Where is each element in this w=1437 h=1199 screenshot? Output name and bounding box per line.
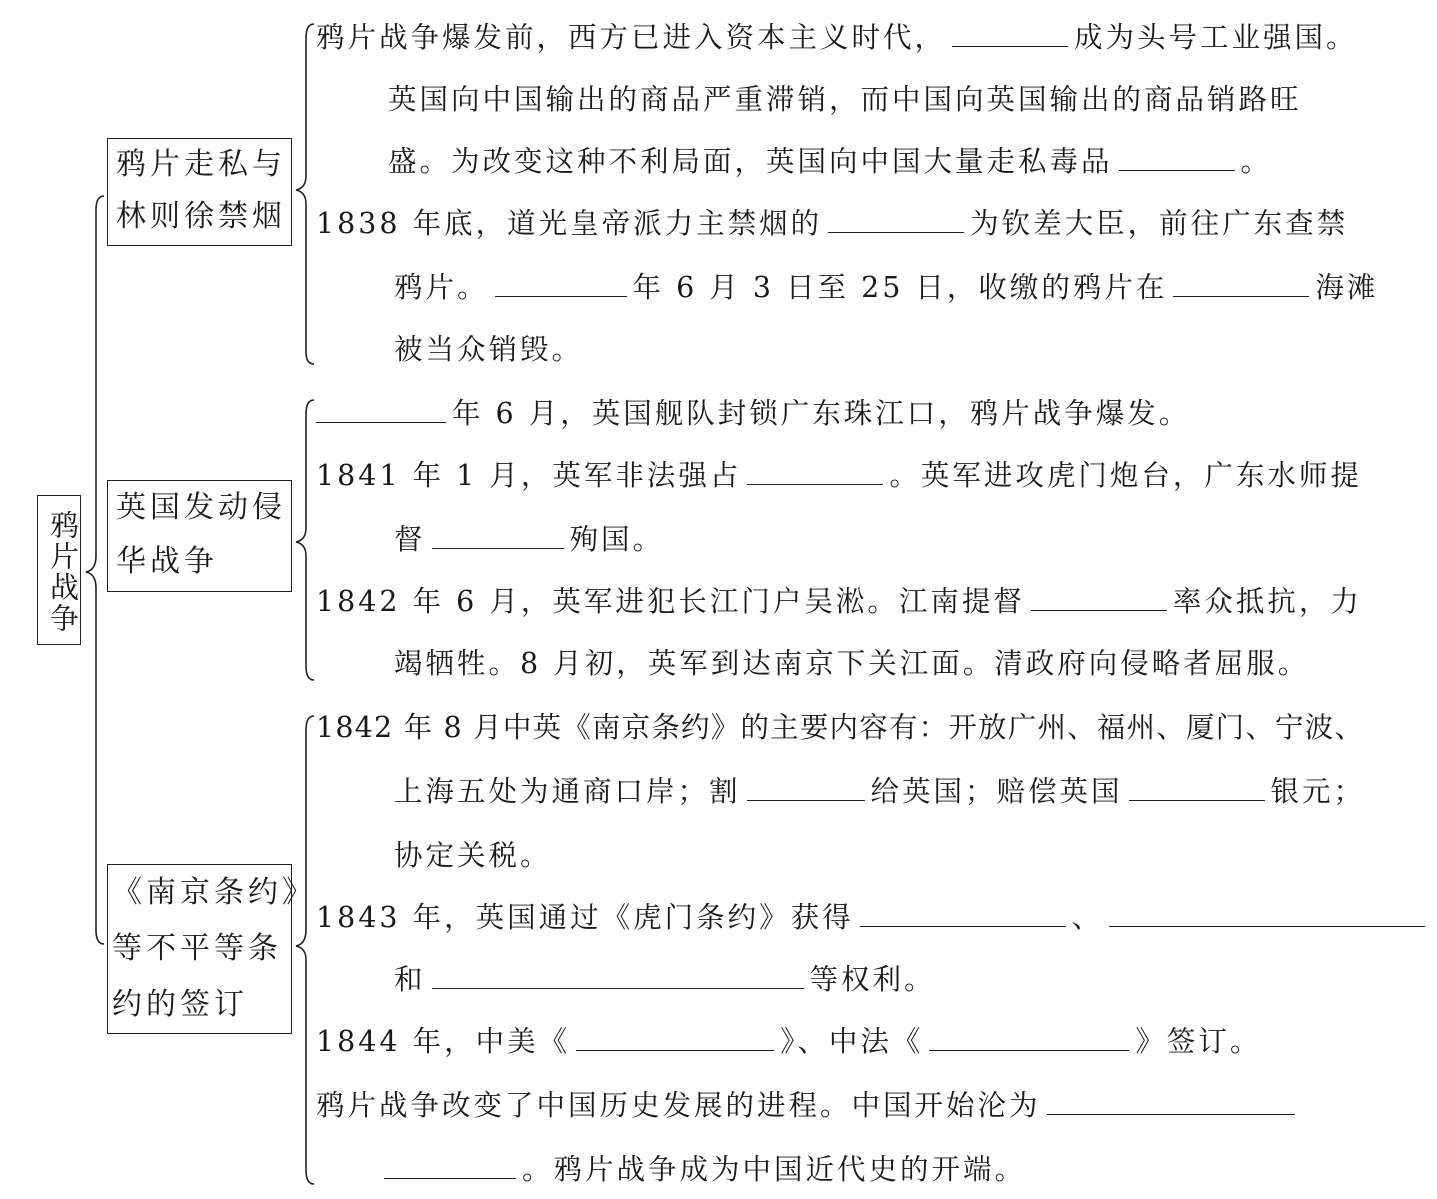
s2-line-5 — [394, 644, 1309, 684]
text: 竭牺牲。8 月初，英军到达南京下关江面。清政府向侵略者屈服。 — [394, 647, 1310, 680]
s1-line-5 — [394, 268, 1378, 308]
text: 1843 年，英国通过《虎门条约》获得 — [316, 901, 854, 934]
s2-line-2 — [316, 456, 1362, 496]
text: 1844 年，中美《 — [316, 1025, 571, 1058]
s3-line-5 — [394, 960, 936, 1000]
s3-line-3 — [394, 836, 552, 876]
section-1-title — [107, 138, 292, 246]
section-3-title-line-1: 《南京条约》 — [112, 875, 316, 910]
fill-blank[interactable] — [432, 520, 564, 549]
text: 为钦差大臣，前往广东查禁 — [970, 207, 1349, 240]
section-3-title-line-2: 等不平等条 — [112, 931, 282, 966]
fill-blank[interactable] — [747, 772, 865, 801]
s2-line-1 — [316, 394, 1190, 434]
section-2-title-line-2: 华战争 — [116, 544, 218, 579]
fill-blank[interactable] — [1109, 898, 1425, 927]
text: 殉国。 — [569, 523, 665, 556]
text: 协定关税。 — [394, 839, 552, 872]
section-3-bracket — [296, 716, 314, 1184]
text: 成为头号工业强国。 — [1074, 21, 1358, 54]
s3-line-8 — [384, 1150, 1026, 1190]
text: 》签订。 — [1135, 1025, 1262, 1058]
s1-line-1 — [316, 18, 1358, 58]
section-2-bracket — [296, 400, 314, 680]
text: 和 — [394, 963, 426, 996]
fill-blank[interactable] — [929, 1022, 1129, 1051]
text: 1838 年底，道光皇帝派力主禁烟的 — [316, 207, 823, 240]
fill-blank[interactable] — [952, 18, 1068, 47]
text: 年 6 月，英国舰队封锁广东珠江口，鸦片战争爆发。 — [452, 397, 1191, 430]
text: 1842 年 8 月中英《南京条约》的主要内容有：开放广州、福州、厦门、宁波、 — [316, 711, 1365, 744]
s1-line-2 — [388, 80, 1302, 120]
s1-line-3 — [388, 142, 1272, 182]
s1-line-4 — [316, 204, 1348, 244]
text: 鸦片战争爆发前，西方已进入资本主义时代， — [316, 21, 947, 54]
fill-blank[interactable] — [1031, 582, 1167, 611]
text: 。英军进攻虎门炮台，广东水师提 — [889, 459, 1362, 492]
s3-line-1 — [316, 708, 1364, 748]
fill-blank[interactable] — [1173, 268, 1309, 297]
section-2-title-line-1: 英国发动侵 — [116, 490, 286, 525]
section-1-bracket — [296, 24, 314, 364]
text: 1841 年 1 月，英军非法强占 — [316, 459, 742, 492]
main-bracket — [86, 196, 104, 944]
fill-blank[interactable] — [860, 898, 1066, 927]
text: 等权利。 — [809, 963, 936, 996]
fill-blank[interactable] — [1129, 772, 1265, 801]
s2-line-4 — [316, 582, 1362, 622]
text: 盛。为改变这种不利局面，英国向中国大量走私毒品 — [388, 145, 1113, 178]
fill-blank[interactable] — [747, 456, 883, 485]
text: 督 — [394, 523, 426, 556]
text: 。 — [1240, 145, 1273, 178]
fill-blank[interactable] — [828, 204, 964, 233]
text: 》、中法《 — [780, 1025, 924, 1058]
text: 上海五处为通商口岸；割 — [394, 775, 741, 808]
s2-line-3 — [394, 520, 664, 560]
section-3-title-line-3: 约的签订 — [112, 987, 248, 1022]
text: 年 6 月 3 日至 25 日，收缴的鸦片在 — [632, 271, 1168, 304]
fill-blank[interactable] — [316, 394, 446, 423]
root-node: 鸦片战争 — [37, 495, 81, 645]
section-2-title — [107, 480, 292, 592]
fill-blank[interactable] — [384, 1150, 516, 1179]
s3-line-2 — [394, 772, 1365, 812]
s3-line-4 — [316, 898, 1431, 938]
text: 。鸦片战争成为中国近代史的开端。 — [522, 1153, 1027, 1186]
text: 银元； — [1270, 775, 1366, 808]
text: 率众抵抗，力 — [1172, 585, 1362, 618]
fill-blank[interactable] — [1047, 1086, 1295, 1115]
s3-line-7 — [316, 1086, 1301, 1126]
text: 给英国；赔偿英国 — [870, 775, 1123, 808]
section-1-title-line-2: 林则徐禁烟 — [116, 199, 286, 234]
section-3-title — [107, 864, 316, 1034]
fill-blank[interactable] — [576, 1022, 774, 1051]
fill-blank[interactable] — [432, 960, 804, 989]
fill-blank[interactable] — [495, 268, 627, 297]
text: 、 — [1071, 901, 1104, 934]
text: 海滩 — [1315, 271, 1379, 304]
text: 1842 年 6 月，英军进犯长江门户吴淞。江南提督 — [316, 585, 1025, 618]
text: 鸦片战争改变了中国历史发展的进程。中国开始沦为 — [316, 1089, 1041, 1122]
text: 英国向中国输出的商品严重滞销，而中国向英国输出的商品销路旺 — [388, 83, 1302, 116]
text: 鸦片。 — [394, 271, 489, 304]
fill-blank[interactable] — [1119, 142, 1235, 171]
text: 被当众销毁。 — [394, 333, 584, 366]
section-1-title-line-1: 鸦片走私与 — [116, 147, 286, 182]
s1-line-6 — [394, 330, 583, 370]
s3-line-6 — [316, 1022, 1261, 1062]
